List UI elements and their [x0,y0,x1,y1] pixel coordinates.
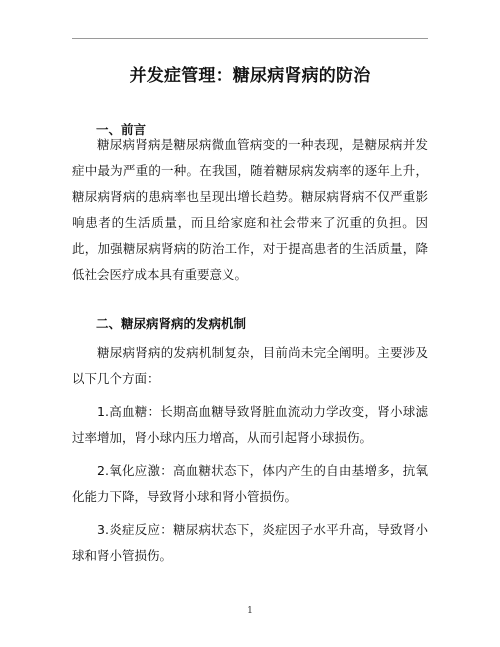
paragraph-oxidative-stress: 2.氧化应激：高血糖状态下，体内产生的自由基增多，抗氧化能力下降，导致肾小球和肾小管损伤。 [72,463,428,504]
paragraph-mechanism-intro: 糖尿病肾病的发病机制复杂，目前尚未完全阐明。主要涉及以下几个方面： [72,345,428,386]
paragraph-preface: 糖尿病肾病是糖尿病微血管病变的一种表现，是糖尿病并发症中最为严重的一种。在我国，随着糖尿病发病率的逐年上升，糖尿病肾病的患病率也呈现出增长趋势。糖尿病肾病不仅严重影响患者的生活质量，而且给家庭和社会带来了沉重的负担。因此，加强糖尿病肾病的防治工作，对于提高患者的生活质量，降低社会医疗成本具有重要意义。 [72,137,428,282]
paragraph-hyperglycemia: 1.高血糖：长期高血糖导致肾脏血流动力学改变，肾小球滤过率增加，肾小球内压力增高，从而引起肾小球损伤。 [72,404,428,445]
paragraph-inflammation: 3.炎症反应：糖尿病状态下，炎症因子水平升高，导致肾小球和肾小管损伤。 [72,522,428,563]
page-number: 1 [247,606,253,616]
page-title: 并发症管理：糖尿病肾病的防治 [129,66,371,86]
header-rule [72,38,428,39]
section-heading-mechanism: 二、糖尿病肾病的发病机制 [96,316,247,331]
section-heading-preface: 一、前言 [96,122,147,137]
